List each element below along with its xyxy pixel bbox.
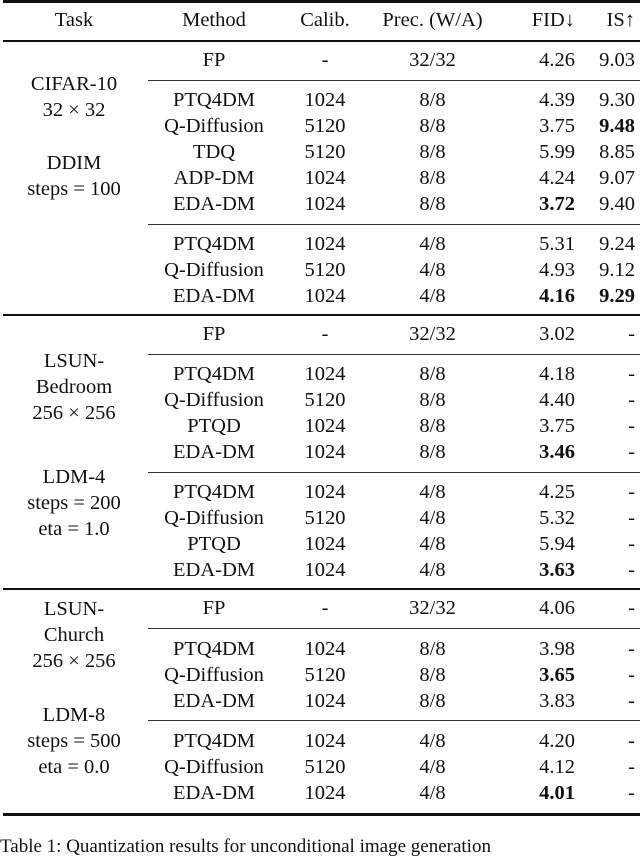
- calib-cell: 1024: [304, 638, 346, 660]
- is-cell: 9.07: [599, 167, 635, 189]
- task-label-line: steps = 100: [27, 178, 121, 200]
- precision-cell: 8/8: [419, 441, 446, 463]
- fid-cell: 4.12: [539, 756, 575, 778]
- is-cell: 9.03: [599, 49, 635, 71]
- calib-cell: 5120: [304, 141, 346, 163]
- calib-cell: 5120: [304, 389, 346, 411]
- method-cell: Q-Diffusion: [164, 664, 264, 686]
- method-cell: PTQD: [187, 533, 241, 555]
- method-cell: Q-Diffusion: [164, 115, 264, 137]
- method-cell: TDQ: [192, 141, 236, 163]
- calib-cell: 5120: [304, 664, 346, 686]
- precision-cell: 4/8: [419, 559, 446, 581]
- fid-cell: 3.98: [539, 638, 575, 660]
- precision-cell: 4/8: [419, 782, 446, 804]
- method-cell: Q-Diffusion: [164, 259, 264, 281]
- precision-cell: 8/8: [419, 415, 446, 437]
- fid-cell: 3.02: [539, 323, 575, 345]
- method-cell: FP: [202, 49, 226, 71]
- method-cell: PTQ4DM: [172, 89, 255, 111]
- is-cell: -: [628, 690, 635, 712]
- subgroup-rule: [148, 80, 640, 81]
- precision-cell: 8/8: [419, 141, 446, 163]
- method-cell: Q-Diffusion: [164, 389, 264, 411]
- task-label-line: DDIM: [46, 152, 102, 174]
- calib-cell: 1024: [304, 285, 346, 307]
- is-cell: -: [628, 533, 635, 555]
- method-cell: PTQ4DM: [172, 363, 255, 385]
- is-cell: -: [628, 363, 635, 385]
- is-cell: -: [628, 664, 635, 686]
- precision-cell: 8/8: [419, 193, 446, 215]
- is-cell: -: [628, 730, 635, 752]
- precision-cell: 4/8: [419, 756, 446, 778]
- calib-cell: 1024: [304, 233, 346, 255]
- header-rule: [3, 40, 640, 42]
- calib-cell: -: [321, 49, 329, 71]
- method-cell: FP: [202, 323, 226, 345]
- is-cell: -: [628, 415, 635, 437]
- calib-cell: 1024: [304, 690, 346, 712]
- fid-cell: 5.32: [539, 507, 575, 529]
- group-rule: [3, 588, 640, 590]
- calib-cell: 1024: [304, 89, 346, 111]
- precision-cell: 4/8: [419, 730, 446, 752]
- header-precision: Prec. (W/A): [382, 9, 483, 31]
- precision-cell: 8/8: [419, 389, 446, 411]
- is-cell: -: [628, 507, 635, 529]
- is-cell: 8.85: [599, 141, 635, 163]
- precision-cell: 8/8: [419, 363, 446, 385]
- fid-cell: 5.94: [539, 533, 575, 555]
- fid-cell: 3.72: [539, 193, 575, 215]
- method-cell: Q-Diffusion: [164, 507, 264, 529]
- group-rule: [3, 314, 640, 316]
- method-cell: EDA-DM: [173, 285, 255, 307]
- subgroup-rule: [148, 720, 640, 721]
- fid-cell: 5.31: [539, 233, 575, 255]
- fid-cell: 4.40: [539, 389, 575, 411]
- calib-cell: 1024: [304, 533, 346, 555]
- fid-cell: 4.25: [539, 481, 575, 503]
- is-cell: 9.40: [599, 193, 635, 215]
- task-label-line: Church: [43, 624, 105, 646]
- calib-cell: 1024: [304, 730, 346, 752]
- method-cell: EDA-DM: [173, 782, 255, 804]
- task-label-line: CIFAR-10: [30, 73, 118, 95]
- method-cell: EDA-DM: [173, 559, 255, 581]
- bottom-rule: [3, 813, 640, 816]
- fid-cell: 4.18: [539, 363, 575, 385]
- subgroup-rule: [148, 628, 640, 629]
- fid-cell: 4.39: [539, 89, 575, 111]
- method-cell: PTQ4DM: [172, 233, 255, 255]
- task-label-line: steps = 500: [27, 730, 121, 752]
- is-cell: -: [628, 389, 635, 411]
- is-cell: -: [628, 638, 635, 660]
- fid-cell: 3.65: [539, 664, 575, 686]
- calib-cell: -: [321, 323, 329, 345]
- calib-cell: 1024: [304, 559, 346, 581]
- calib-cell: 1024: [304, 193, 346, 215]
- is-cell: 9.30: [599, 89, 635, 111]
- precision-cell: 8/8: [419, 115, 446, 137]
- precision-cell: 4/8: [419, 481, 446, 503]
- method-cell: EDA-DM: [173, 441, 255, 463]
- task-label-line: LDM-4: [42, 466, 106, 488]
- task-label-line: 256 × 256: [32, 402, 116, 424]
- is-cell: 9.12: [599, 259, 635, 281]
- subgroup-rule: [148, 224, 640, 225]
- task-label-line: 256 × 256: [32, 650, 116, 672]
- calib-cell: 1024: [304, 415, 346, 437]
- precision-cell: 8/8: [419, 664, 446, 686]
- header-fid: FID↓: [531, 9, 575, 31]
- is-cell: -: [628, 481, 635, 503]
- method-cell: PTQD: [187, 415, 241, 437]
- is-cell: -: [628, 782, 635, 804]
- calib-cell: 1024: [304, 167, 346, 189]
- task-label-line: 32 × 32: [42, 99, 106, 121]
- header-calib: Calib.: [300, 9, 350, 31]
- calib-cell: 1024: [304, 363, 346, 385]
- header-is: IS↑: [606, 9, 635, 31]
- calib-cell: 5120: [304, 507, 346, 529]
- fid-cell: 3.75: [539, 115, 575, 137]
- calib-cell: 5120: [304, 259, 346, 281]
- calib-cell: 1024: [304, 441, 346, 463]
- task-label-line: LDM-8: [42, 704, 106, 726]
- fid-cell: 3.46: [539, 441, 575, 463]
- method-cell: FP: [202, 597, 226, 619]
- fid-cell: 4.26: [539, 49, 575, 71]
- subgroup-rule: [148, 472, 640, 473]
- fid-cell: 4.93: [539, 259, 575, 281]
- precision-cell: 4/8: [419, 259, 446, 281]
- method-cell: Q-Diffusion: [164, 756, 264, 778]
- calib-cell: 1024: [304, 481, 346, 503]
- header-task: Task: [54, 9, 94, 31]
- precision-cell: 8/8: [419, 167, 446, 189]
- precision-cell: 32/32: [409, 597, 456, 619]
- fid-cell: 4.20: [539, 730, 575, 752]
- calib-cell: 5120: [304, 115, 346, 137]
- precision-cell: 8/8: [419, 89, 446, 111]
- precision-cell: 8/8: [419, 690, 446, 712]
- subgroup-rule: [148, 354, 640, 355]
- task-label-line: eta = 0.0: [38, 756, 110, 778]
- precision-cell: 8/8: [419, 638, 446, 660]
- task-label-line: LSUN-: [43, 350, 105, 372]
- fid-cell: 4.24: [539, 167, 575, 189]
- method-cell: EDA-DM: [173, 193, 255, 215]
- fid-cell: 4.16: [539, 285, 575, 307]
- fid-cell: 3.75: [539, 415, 575, 437]
- is-cell: -: [628, 441, 635, 463]
- precision-cell: 4/8: [419, 285, 446, 307]
- precision-cell: 4/8: [419, 233, 446, 255]
- top-rule: [3, 0, 640, 3]
- method-cell: PTQ4DM: [172, 730, 255, 752]
- fid-cell: 3.63: [539, 559, 575, 581]
- calib-cell: 5120: [304, 756, 346, 778]
- calib-cell: -: [321, 597, 329, 619]
- precision-cell: 32/32: [409, 323, 456, 345]
- fid-cell: 4.06: [539, 597, 575, 619]
- task-label-line: LSUN-: [43, 598, 105, 620]
- task-label-line: eta = 1.0: [38, 518, 110, 540]
- is-cell: 9.29: [599, 285, 635, 307]
- precision-cell: 4/8: [419, 507, 446, 529]
- fid-cell: 5.99: [539, 141, 575, 163]
- method-cell: EDA-DM: [173, 690, 255, 712]
- calib-cell: 1024: [304, 782, 346, 804]
- is-cell: 9.24: [599, 233, 635, 255]
- is-cell: -: [628, 756, 635, 778]
- is-cell: -: [628, 597, 635, 619]
- is-cell: 9.48: [599, 115, 635, 137]
- task-label-line: Bedroom: [35, 376, 113, 398]
- header-method: Method: [182, 9, 246, 31]
- task-label-line: steps = 200: [27, 492, 121, 514]
- method-cell: PTQ4DM: [172, 638, 255, 660]
- is-cell: -: [628, 559, 635, 581]
- method-cell: ADP-DM: [173, 167, 255, 189]
- fid-cell: 4.01: [539, 782, 575, 804]
- precision-cell: 4/8: [419, 533, 446, 555]
- table-caption: Table 1: Quantization results for unconditional image generation: [0, 836, 491, 857]
- method-cell: PTQ4DM: [172, 481, 255, 503]
- fid-cell: 3.83: [539, 690, 575, 712]
- is-cell: -: [628, 323, 635, 345]
- precision-cell: 32/32: [409, 49, 456, 71]
